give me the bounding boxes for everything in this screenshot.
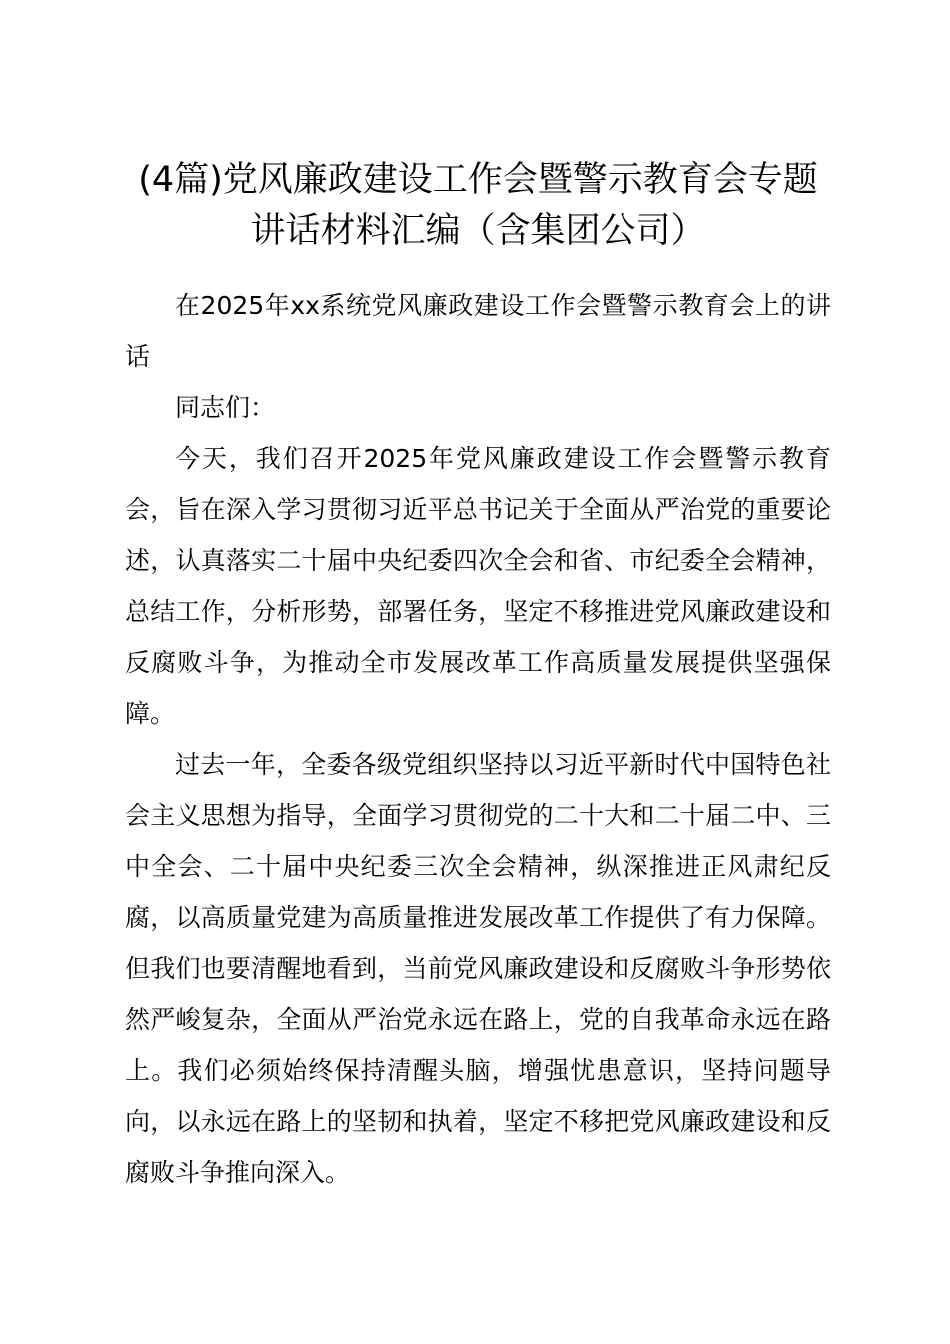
document-title: (4篇)党风廉政建设工作会暨警示教育会专题讲话材料汇编（含集团公司） xyxy=(138,160,818,251)
body-paragraph-intro: 今天，我们召开2025年党风廉政建设工作会暨警示教育会，旨在深入学习贯彻习近平总书记关于全面从严治党的重要论述，认真落实二十届中央纪委四次全会和省、市纪委全会精神，总结工作，分析形势，部署任务，坚定不移推进党风廉政建设和反腐败斗争，为推动全市发展改革工作高质量发展提供坚强保障。 xyxy=(125,444,831,728)
body-paragraph-review: 过去一年，全委各级党组织坚持以习近平新时代中国特色社会主义思想为指导，全面学习贯彻党的二十大和二十届二中、三中全会、二十届中央纪委三次全会精神，纵深推进正风肃纪反腐，以高质量党建为高质量推进发展改革工作提供了有力保障。但我们也要清醒地看到，当前党风廉政建设和反腐败斗争形势依然严峻复杂，全面从严治党永远在路上，党的自我革命永远在路上。我们必须始终保持清醒头脑，增强忧患意识，坚持问题导向，以永远在路上的坚韧和执着，坚定不移把党风廉政建设和反腐败斗争推向深入。 xyxy=(125,750,831,1187)
speech-heading-paragraph: 在2025年xx系统党风廉政建设工作会暨警示教育会上的讲话 xyxy=(125,291,831,371)
document-body xyxy=(125,280,831,1198)
salutation-paragraph: 同志们： xyxy=(175,393,276,422)
